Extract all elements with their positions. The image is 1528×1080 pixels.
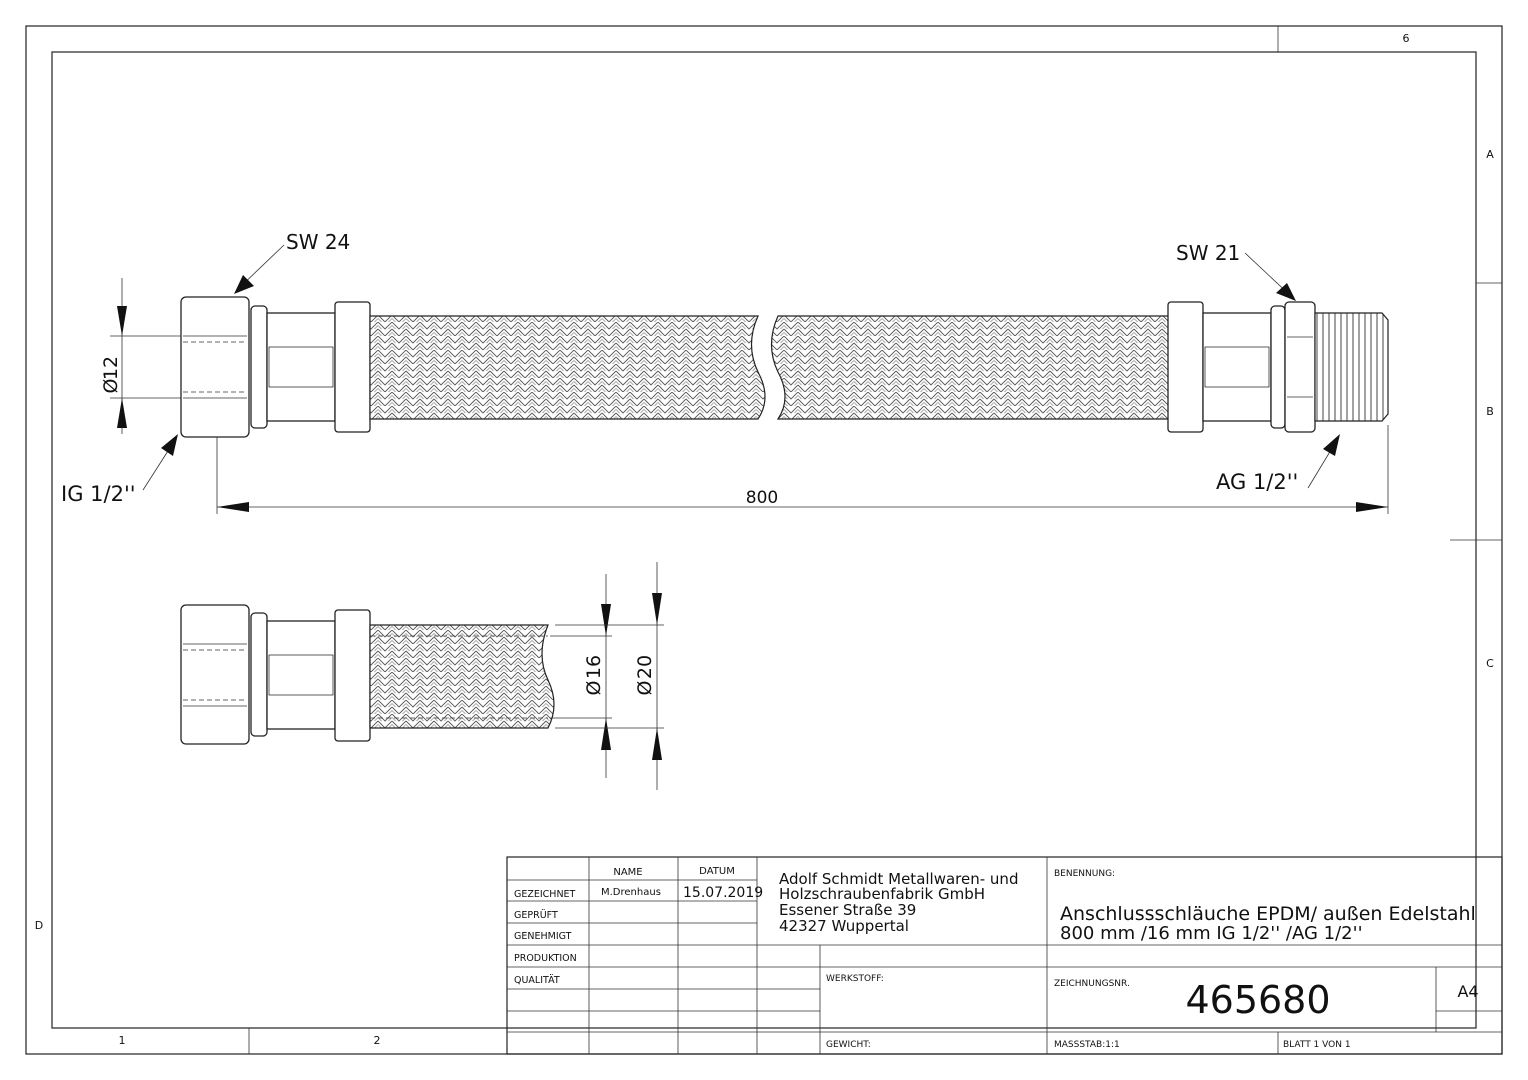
inner-border	[52, 52, 1479, 1028]
drawn-by: M.Drenhaus	[601, 887, 661, 898]
zone-label-6: 6	[1402, 32, 1410, 45]
male-thread	[1315, 313, 1388, 421]
row-label: QUALITÄT	[514, 975, 560, 986]
title-line: 800 mm /16 mm IG 1/2'' /AG 1/2''	[1060, 923, 1363, 944]
format-size: A4	[1457, 982, 1479, 1001]
drawn-date: 15.07.2019	[683, 885, 764, 901]
row-label: PRODUKTION	[514, 953, 577, 964]
callout-sw-right	[1176, 241, 1296, 301]
svg-text:Ø: Ø	[634, 680, 656, 696]
svg-text:800: 800	[745, 488, 779, 508]
zone-label-2: 2	[373, 1034, 381, 1047]
company-line: Holzschraubenfabrik GmbH	[779, 885, 986, 903]
dia-outer-value: 20	[634, 654, 656, 680]
row-label: GEZEICHNET	[514, 889, 576, 900]
massstab-label: MASSSTAB:1:1	[1054, 1040, 1120, 1050]
zone-label-a: A	[1486, 148, 1494, 161]
hose-main-view	[181, 297, 1388, 437]
callout-thread-right	[1216, 434, 1340, 494]
title-block	[507, 857, 1502, 1054]
zone-label-b: B	[1486, 405, 1494, 418]
hex-nut-left	[181, 297, 249, 437]
header-date: DATUM	[699, 866, 735, 877]
benennung-label: BENENNUNG:	[1054, 869, 1116, 879]
company-line: Essener Straße 39	[779, 901, 917, 919]
dimension-nut-diameter	[100, 278, 181, 434]
row-label: GEPRÜFT	[514, 910, 558, 921]
row-label: GENEHMIGT	[514, 931, 572, 942]
svg-text:Ø: Ø	[100, 378, 122, 394]
blatt-label: BLATT 1 VON 1	[1283, 1040, 1351, 1050]
company-line: Adolf Schmidt Metallwaren- und	[779, 870, 1019, 888]
dimension-inner-diameter	[550, 574, 612, 778]
company-line: 42327 Wuppertal	[779, 917, 909, 935]
outer-border	[26, 26, 1502, 1054]
zone-label-d: D	[34, 919, 44, 932]
gewicht-label: GEWICHT:	[826, 1040, 871, 1050]
hose-detail-view	[181, 605, 554, 744]
werkstoff-label: WERKSTOFF:	[826, 974, 884, 984]
zone-label-c: C	[1486, 657, 1494, 670]
zone-label-1: 1	[118, 1034, 126, 1047]
svg-text:SW 24: SW 24	[286, 230, 351, 254]
callout-thread-left	[61, 434, 178, 506]
hex-nut-right	[1285, 302, 1315, 432]
svg-text:IG 1/2'': IG 1/2''	[61, 482, 136, 506]
callout-sw-left	[234, 230, 350, 294]
zeichnungsnr-label: ZEICHNUNGSNR.	[1054, 979, 1130, 989]
drawing-number: 465680	[1185, 978, 1331, 1022]
dimension-length	[217, 425, 1388, 514]
svg-text:AG 1/2'': AG 1/2''	[1216, 470, 1299, 494]
header-name: NAME	[613, 867, 643, 878]
svg-text:SW 21: SW 21	[1176, 241, 1241, 265]
dia-inner-value: 16	[583, 654, 605, 680]
svg-text:Ø: Ø	[583, 680, 605, 696]
dimension-outer-diameter	[555, 562, 664, 790]
title-line: Anschlussschläuche EPDM/ außen Edelstahl	[1060, 903, 1476, 925]
dia-nut-value: 12	[100, 355, 122, 381]
